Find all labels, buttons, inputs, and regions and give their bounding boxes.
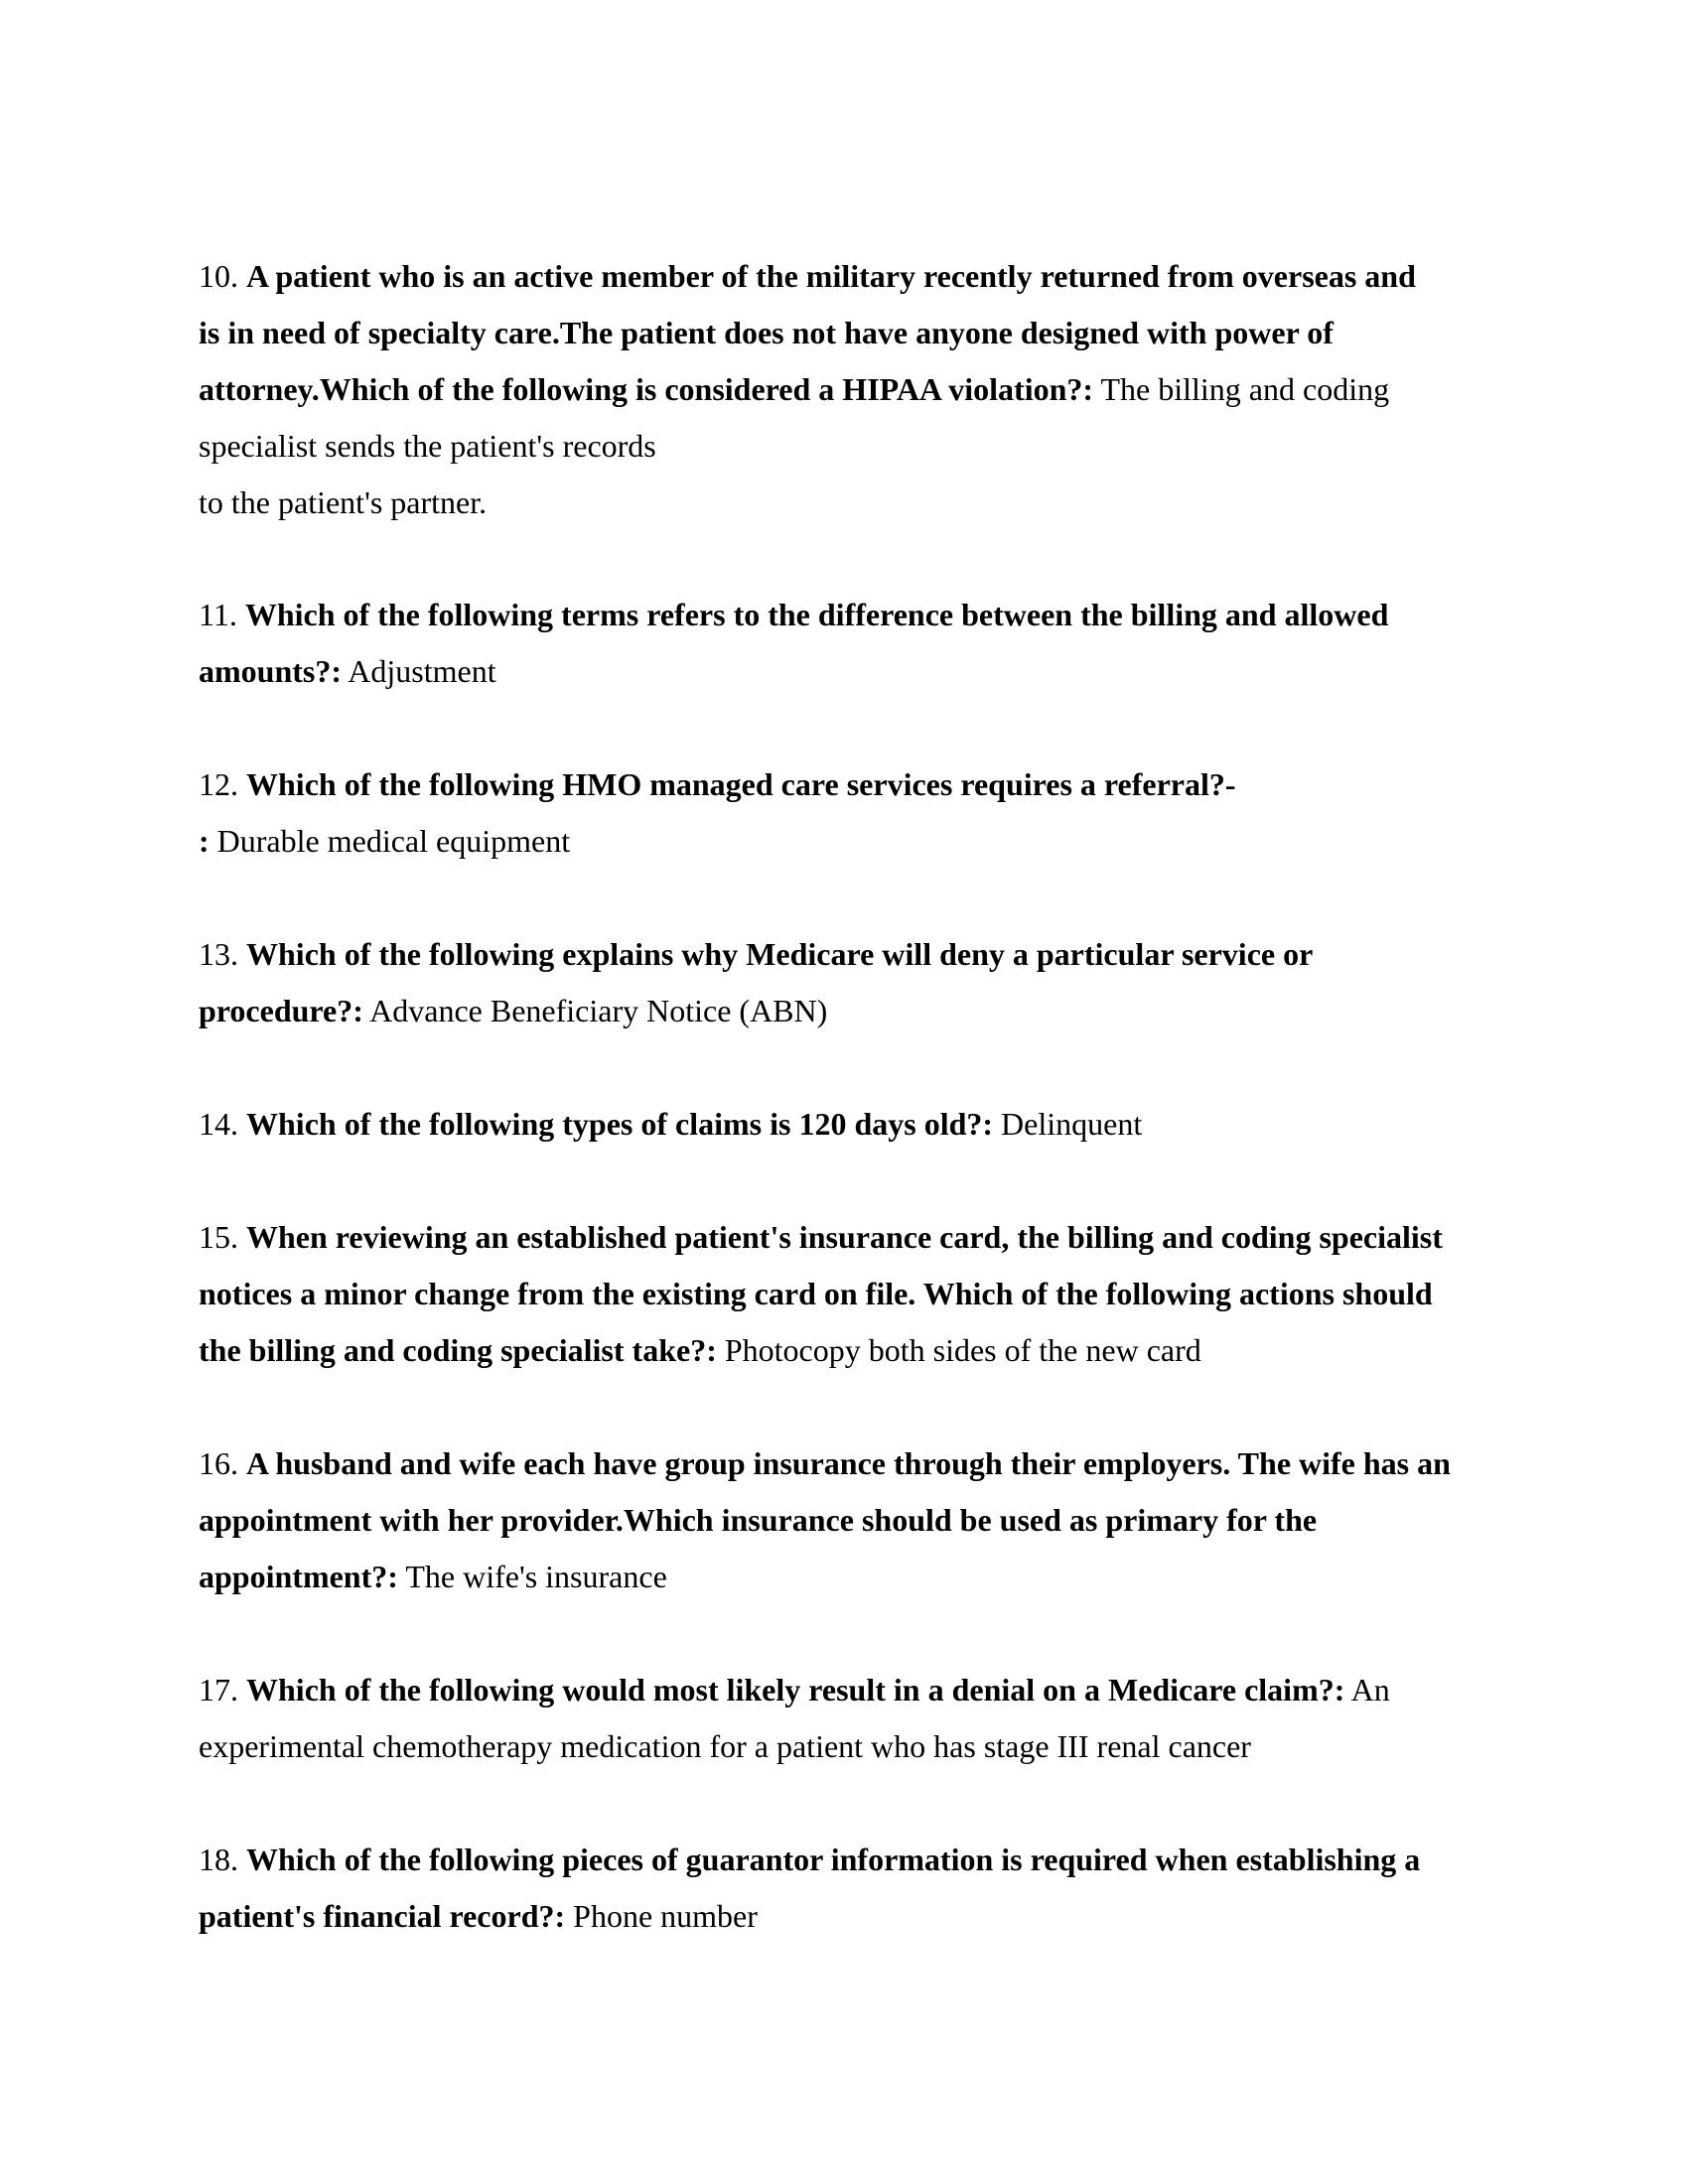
question-text: appointment?: bbox=[199, 1559, 398, 1594]
answer-text: The billing and coding bbox=[1100, 371, 1390, 407]
question-text: A patient who is an active member of the military recently returned from overseas and bbox=[246, 258, 1416, 294]
qa-item-18 bbox=[199, 1832, 1489, 1945]
question-number: 14. bbox=[199, 1106, 238, 1142]
answer-text: experimental chemotherapy medication for a patient who has stage III renal cancer bbox=[199, 1728, 1251, 1764]
qa-item-11 bbox=[199, 587, 1489, 700]
answer-text: Adjustment bbox=[348, 653, 496, 689]
question-text: Which of the following terms refers to the difference between the billing and allowed bbox=[244, 597, 1389, 632]
question-number: 11. bbox=[199, 597, 237, 632]
question-text: the billing and coding specialist take?: bbox=[199, 1332, 717, 1368]
question-text: is in need of specialty care.The patient does not have anyone designed with power of bbox=[199, 315, 1334, 350]
question-number: 16. bbox=[199, 1445, 238, 1481]
question-number: 12. bbox=[199, 766, 238, 802]
question-number: 13. bbox=[199, 936, 238, 972]
question-number: 15. bbox=[199, 1219, 238, 1255]
question-text: When reviewing an established patient's insurance card, the billing and coding specialist bbox=[246, 1219, 1443, 1255]
question-text: Which of the following types of claims is 120 days old?: bbox=[246, 1106, 994, 1142]
qa-item-12 bbox=[199, 756, 1489, 870]
answer-text: to the patient's partner. bbox=[199, 484, 488, 520]
qa-item-13 bbox=[199, 926, 1489, 1039]
question-text: patient's financial record?: bbox=[199, 1898, 566, 1934]
question-text: appointment with her provider.Which insurance should be used as primary for the bbox=[199, 1502, 1318, 1538]
question-text: A husband and wife each have group insurance through their employers. The wife has an bbox=[246, 1445, 1451, 1481]
question-number: 18. bbox=[199, 1842, 238, 1877]
question-text: Which of the following HMO managed care services requires a referral?- bbox=[246, 766, 1236, 802]
answer-text: Photocopy both sides of the new card bbox=[724, 1332, 1201, 1368]
qa-item-16 bbox=[199, 1435, 1489, 1605]
answer-text: Phone number bbox=[573, 1898, 758, 1934]
answer-text: specialist sends the patient's records bbox=[199, 428, 656, 464]
question-text: amounts?: bbox=[199, 653, 343, 689]
answer-text: An bbox=[1350, 1672, 1390, 1707]
qa-item-10 bbox=[199, 248, 1489, 531]
question-number: 17. bbox=[199, 1672, 238, 1707]
qa-item-17 bbox=[199, 1662, 1489, 1775]
question-text: Which of the following would most likely result in a denial on a Medicare claim?: bbox=[246, 1672, 1345, 1707]
question-text: notices a minor change from the existing card on file. Which of the following actions should bbox=[199, 1276, 1433, 1311]
question-number: 10. bbox=[199, 258, 238, 294]
question-text: : bbox=[199, 823, 210, 859]
question-text: attorney.Which of the following is considered a HIPAA violation?: bbox=[199, 371, 1094, 407]
question-text: procedure?: bbox=[199, 993, 363, 1028]
answer-text: The wife's insurance bbox=[405, 1559, 667, 1594]
answer-text: Advance Beneficiary Notice (ABN) bbox=[369, 993, 828, 1028]
qa-item-14 bbox=[199, 1096, 1489, 1153]
qa-item-15 bbox=[199, 1209, 1489, 1379]
question-text: Which of the following explains why Medicare will deny a particular service or bbox=[246, 936, 1314, 972]
answer-text: Durable medical equipment bbox=[216, 823, 571, 859]
document-page bbox=[199, 248, 1489, 2001]
answer-text: Delinquent bbox=[1001, 1106, 1143, 1142]
question-text: Which of the following pieces of guarantor information is required when establishing a bbox=[246, 1842, 1421, 1877]
